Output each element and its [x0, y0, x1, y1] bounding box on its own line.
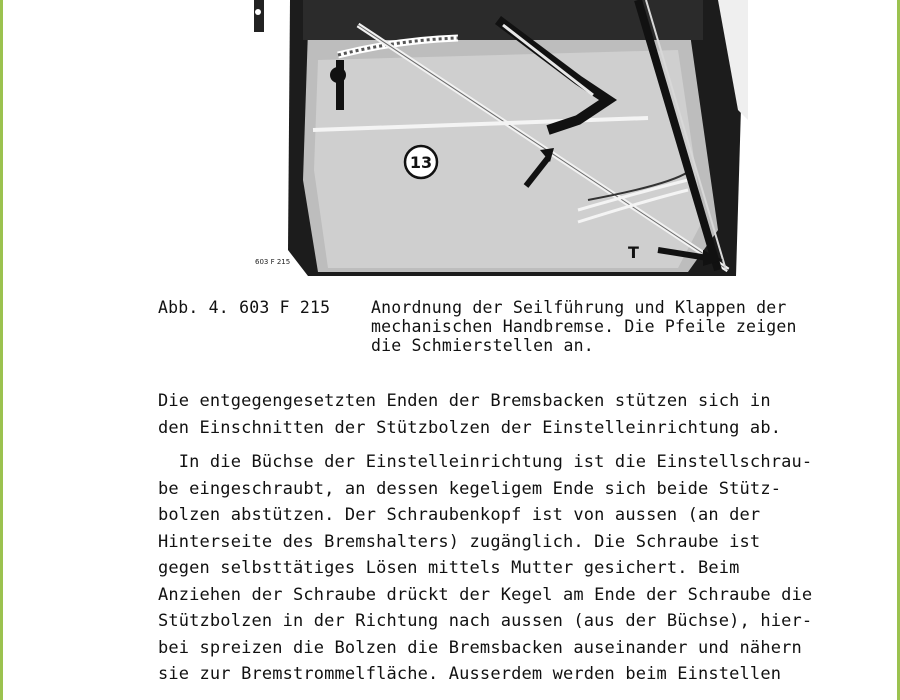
caption-line: die Schmierstellen an. — [371, 336, 594, 355]
paragraph-2 — [158, 449, 870, 688]
figure-photo — [248, 0, 748, 276]
text-line: Die entgegengesetzten Enden der Bremsbacken stützen sich in — [158, 391, 771, 411]
text-line: In die Büchse der Einstelleinrichtung ist die Einstellschrau- — [158, 452, 813, 472]
text-line: be eingeschraubt, an dessen kegeligem Ende sich beide Stütz- — [158, 478, 782, 499]
svg-text:T: T — [628, 243, 639, 262]
text-line: bolzen abstützen. Der Schraubenkopf ist von aussen (an der — [158, 505, 761, 525]
brake-mechanism-photo — [248, 0, 748, 276]
text-line: den Einschnitten der Stützbolzen der Einstelleinrichtung ab. — [158, 417, 782, 438]
figure-callout-number: 13 — [409, 153, 433, 172]
caption-line: mechanischen Handbremse. Die Pfeile zeigen — [371, 317, 797, 336]
text-line: gegen selbsttätiges Lösen mittels Mutter gesichert. Beim — [158, 558, 740, 578]
text-line: Hinterseite des Bremshalters) zugänglich. Die Schraube ist — [158, 531, 761, 552]
text-line: bei spreizen die Bolzen die Bremsbacken auseinander und nähern — [158, 637, 802, 658]
page-border-left — [0, 0, 3, 700]
text-line: Anziehen der Schraube drückt der Kegel am Ende der Schraube die — [158, 584, 813, 605]
figure-caption-label: Abb. 4. 603 F 215 — [158, 298, 331, 317]
paragraph-1 — [158, 388, 870, 441]
text-line: sie zur Bremstrommelfläche. Ausserdem werden beim Einstellen — [158, 664, 782, 684]
body-text — [158, 388, 870, 688]
text-line: Stützbolzen in der Richtung nach aussen (aus der Büchse), hier- — [158, 611, 813, 631]
figure-caption — [371, 298, 797, 355]
photo-code: 603 F 215 — [255, 258, 291, 266]
caption-line: Anordnung der Seilführung und Klappen der — [371, 298, 787, 317]
